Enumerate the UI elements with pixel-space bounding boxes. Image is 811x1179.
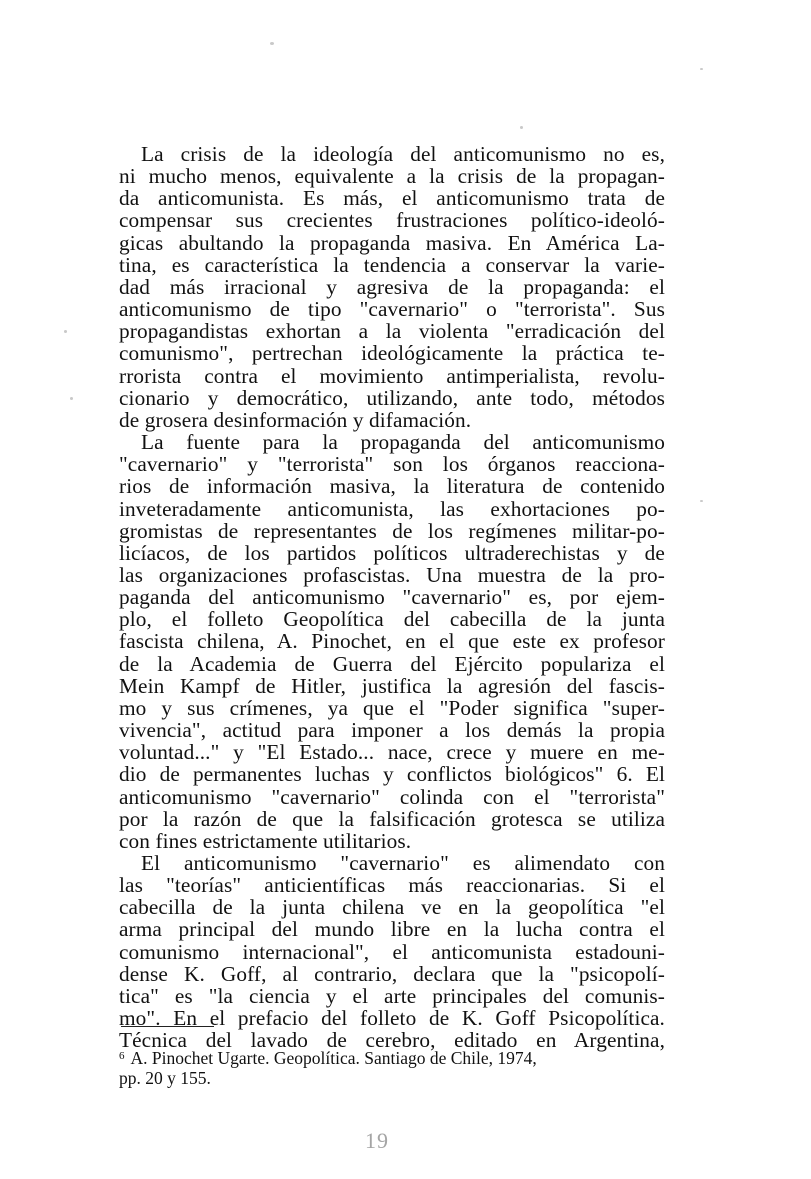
text-line: El anticomunismo "cavernario" es alimendato con xyxy=(141,851,665,875)
footnote-line xyxy=(119,1046,669,1068)
text-line: comunismo", pertrechan ideológicamente la práctica te- xyxy=(119,341,665,366)
footnote-text: A. Pinochet Ugarte. Geopolítica. Santiago de Chile, 1974, xyxy=(130,1048,537,1068)
text-line: gicas abultando la propaganda masiva. En América La- xyxy=(119,230,665,255)
text-line: compensar sus crecientes frustraciones político-ideoló- xyxy=(119,208,665,233)
paper-speckle xyxy=(700,68,703,70)
text-line: tina, es característica la tendencia a conservar la varie- xyxy=(119,252,665,277)
text-line: gromistas de representantes de los regímenes militar-po- xyxy=(119,518,665,543)
footnote-marker: 6 xyxy=(119,1050,125,1062)
text-line: licíacos, de los partidos políticos ultraderechistas y de xyxy=(119,540,665,565)
text-line: paganda del anticomunismo "cavernario" es, por ejem- xyxy=(119,585,665,610)
paper-speckle xyxy=(700,500,703,502)
text-line: por la razón de que la falsificación grotesca se utiliza xyxy=(119,806,665,831)
text-line: con fines estrictamente utilitarios. xyxy=(119,828,412,853)
text-line: "cavernario" y "terrorista" son los órganos reacciona- xyxy=(119,452,665,477)
text-line: dad más irracional y agresiva de la propaganda: el xyxy=(119,274,665,299)
text-line: dense K. Goff, al contrario, declara que la "psicopolí- xyxy=(119,961,665,986)
text-line: arma principal del mundo libre en la lucha contra el xyxy=(119,917,665,942)
text-line: dio de permanentes luchas y conflictos biológicos" 6. El xyxy=(119,762,665,787)
footnote-line: pp. 20 y 155. xyxy=(119,1068,211,1088)
text-line: mo". En el prefacio del folleto de K. Goff Psicopolítica. xyxy=(119,1006,665,1031)
text-line: plo, el folleto Geopolítica del cabecilla de la junta xyxy=(119,607,665,632)
page-number: 19 xyxy=(365,1128,389,1153)
text-line: vivencia", actitud para imponer a los demás la propia xyxy=(119,718,665,743)
text-line: inveteradamente anticomunista, las exhortaciones po- xyxy=(119,496,665,521)
text-line: ni mucho menos, equivalente a la crisis de la propagan- xyxy=(119,164,665,189)
text-line: de grosera desinformación y difamación. xyxy=(119,407,472,432)
footnote xyxy=(119,1046,669,1088)
paragraph-3 xyxy=(119,852,665,1051)
text-line: las "teorías" anticientíficas más reaccionarias. Si el xyxy=(119,873,665,898)
text-line: propagandistas exhortan a la violenta "erradicación del xyxy=(119,319,665,344)
text-line: fascista chilena, A. Pinochet, en el que este ex profesor xyxy=(119,629,665,654)
text-line: Técnica del lavado de cerebro, editado en Argentina, xyxy=(119,1028,665,1053)
body-text xyxy=(119,143,665,1051)
text-line: rios de información masiva, la literatura de contenido xyxy=(119,474,665,499)
text-line: La fuente para la propaganda del anticomunismo xyxy=(141,430,665,455)
text-line: anticomunismo de tipo "cavernario" o "terrorista". Sus xyxy=(119,297,665,322)
text-line: La crisis de la ideología del anticomunismo no es, xyxy=(141,142,665,166)
text-line: las organizaciones profascistas. Una muestra de la pro- xyxy=(119,562,665,587)
text-line: cionario y democrático, utilizando, ante todo, métodos xyxy=(119,385,665,410)
text-line: tica" es "la ciencia y el arte principales del comunis- xyxy=(119,983,665,1008)
text-line: anticomunismo "cavernario" colinda con el "terrorista" xyxy=(119,784,665,809)
paragraph-1 xyxy=(119,143,665,431)
paper-speckle xyxy=(64,330,67,333)
text-line: rrorista contra el movimiento antimperialista, revolu- xyxy=(119,363,665,388)
text-line: mo y sus crímenes, ya que el "Poder significa "super- xyxy=(119,695,665,720)
paragraph-2 xyxy=(119,431,665,852)
paper-speckle xyxy=(270,42,274,45)
text-line: da anticomunista. Es más, el anticomunismo trata de xyxy=(119,186,665,211)
paper-speckle xyxy=(520,126,523,129)
text-line: de la Academia de Guerra del Ejército populariza el xyxy=(119,651,665,676)
footnote-divider xyxy=(121,1026,214,1027)
text-line: cabecilla de la junta chilena ve en la geopolítica "el xyxy=(119,895,665,920)
text-line: voluntad..." y "El Estado... nace, crece y muere en me- xyxy=(119,740,665,765)
text-line: comunismo internacional", el anticomunista estadouni- xyxy=(119,939,665,964)
paper-speckle xyxy=(70,397,73,400)
text-line: Mein Kampf de Hitler, justifica la agresión del fascis- xyxy=(119,673,665,698)
